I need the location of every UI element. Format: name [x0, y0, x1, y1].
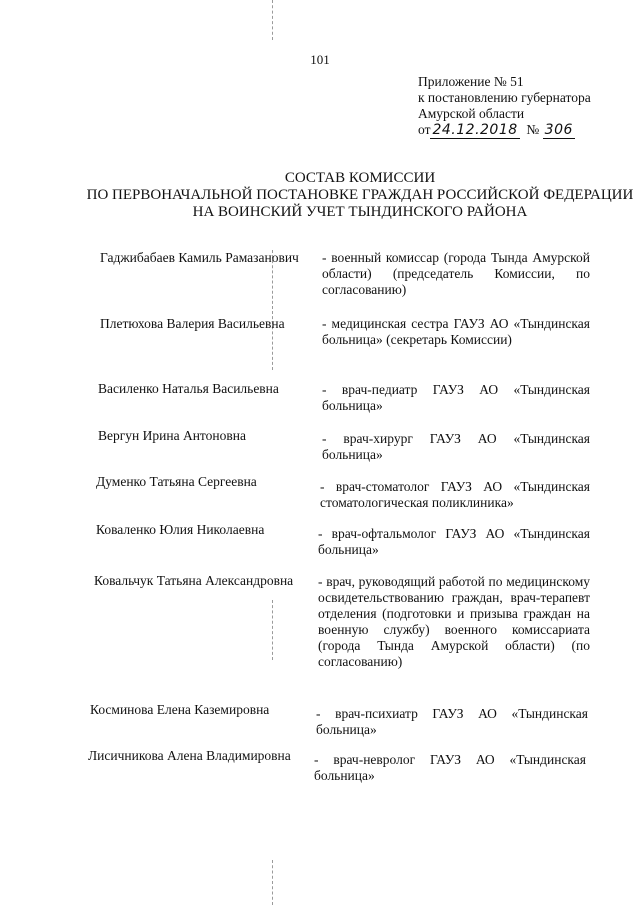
scan-fold-line	[272, 0, 273, 40]
handwritten-number: 306	[544, 122, 573, 138]
appendix-region: Амурской области	[418, 106, 525, 121]
member-role: - врач-невролог ГАУЗ АО «Тындинская больница»	[314, 752, 586, 783]
member-name: Думенко Татьяна Сергеевна	[96, 474, 257, 489]
title-line-3: НА ВОИНСКИЙ УЧЕТ ТЫНДИНСКОГО РАЙОНА	[192, 204, 528, 220]
member-role: - военный комиссар (города Тында Амурской области) (председатель Комиссии, по согласованию)	[322, 250, 590, 297]
member-role: - медицинская сестра ГАУЗ АО «Тындинская больница» (секретарь Комиссии)	[322, 316, 590, 347]
member-name: Плетюхова Валерия Васильевна	[100, 316, 285, 331]
member-name: Вергун Ирина Антоновна	[98, 428, 246, 443]
member-name: Гаджибабаев Камиль Рамазанович	[100, 250, 299, 265]
page-number: 101	[310, 52, 330, 67]
title-line-2: ПО ПЕРВОНАЧАЛЬНОЙ ПОСТАНОВКЕ ГРАЖДАН РОССИЙСКОЙ ФЕДЕРАЦИИ	[86, 187, 634, 203]
member-name: Лисичникова Алена Владимировна	[88, 748, 291, 763]
member-role: - врач-хирург ГАУЗ АО «Тындинская больница»	[322, 431, 590, 462]
appendix-reference: к постановлению губернатора	[418, 90, 591, 105]
scan-fold-line	[272, 250, 273, 370]
handwritten-date: 24.12.2018	[432, 122, 518, 138]
member-role: - врач-психиатр ГАУЗ АО «Тындинская больница»	[316, 706, 588, 737]
document-title	[40, 170, 640, 221]
member-name: Ковальчук Татьяна Александровна	[94, 573, 294, 588]
member-role: - врач-стоматолог ГАУЗ АО «Тындинская стоматологическая поликлиника»	[320, 479, 590, 510]
date-prefix: от	[418, 122, 431, 137]
appendix-number: Приложение № 51	[418, 74, 524, 89]
member-name: Косминова Елена Каземировна	[90, 702, 270, 717]
member-role: - врач, руководящий работой по медицинскому освидетельствованию граждан, врач-терапевт отделения (подготовки и призыва граждан на военную службу) военного комиссариата (города Тында Амурской области) (по согласованию)	[318, 574, 590, 669]
appendix-block	[418, 74, 628, 138]
member-role: - врач-педиатр ГАУЗ АО «Тындинская больница»	[322, 382, 590, 413]
number-prefix: №	[526, 122, 540, 137]
appendix-date-line	[418, 122, 628, 138]
scan-fold-line	[272, 860, 273, 905]
title-line-1: СОСТАВ КОМИССИИ	[284, 170, 436, 186]
scan-fold-line	[272, 600, 273, 660]
member-name: Василенко Наталья Васильевна	[98, 381, 279, 396]
member-name: Коваленко Юлия Николаевна	[96, 522, 265, 537]
member-role: - врач-офтальмолог ГАУЗ АО «Тындинская больница»	[318, 526, 590, 557]
